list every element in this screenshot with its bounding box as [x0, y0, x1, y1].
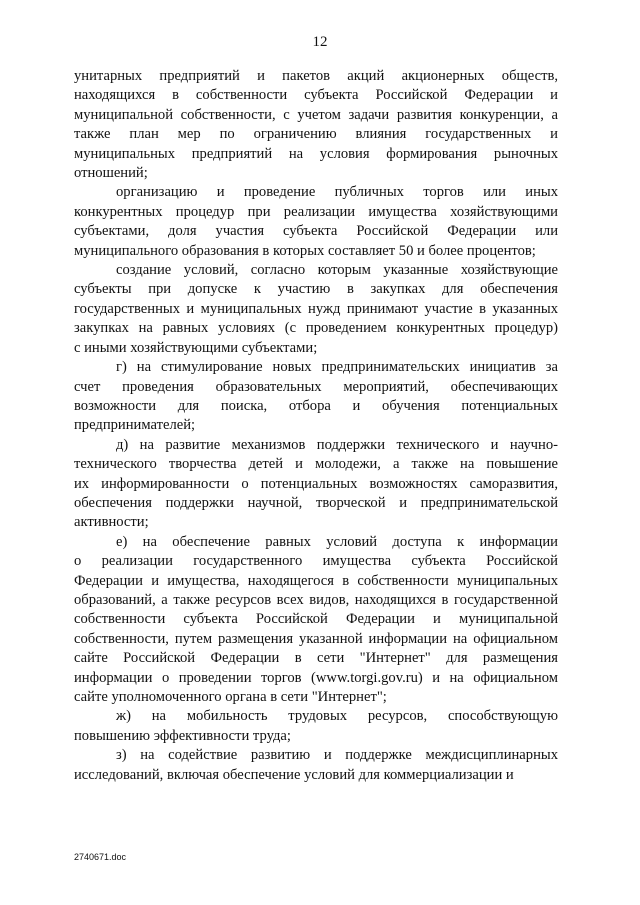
text-line: собственности субъекта Российской Федерации и муниципальной — [74, 611, 558, 628]
footer-doc-filename: 2740671.doc — [74, 852, 127, 862]
text-line: закупках на равных условиях (с проведением конкурентных процедур) — [74, 320, 558, 337]
document-body — [74, 67, 558, 785]
paragraph-p4 — [74, 358, 558, 436]
text-line: также план мер по ограничению влияния государственных и — [74, 126, 558, 143]
text-line: унитарных предприятий и пакетов акций акционерных обществ, — [74, 68, 558, 84]
text-line: Федерации и имущества, находящегося в собственности муниципальных — [74, 572, 558, 589]
text-line: ж) на мобильность трудовых ресурсов, способствующую — [116, 708, 558, 725]
text-line: е) на обеспечение равных условий доступа к информации — [116, 533, 558, 550]
text-line: сайте Российской Федерации в сети "Интернет" для размещения — [74, 650, 558, 667]
paragraph-p1 — [74, 67, 558, 183]
paragraph-p8 — [74, 746, 558, 785]
text-line: создание условий, согласно которым указанные хозяйствующие — [116, 262, 558, 279]
text-line: образований, а также ресурсов всех видов, находящихся в государственной — [74, 591, 558, 608]
text-line: предпринимателей; — [74, 417, 196, 434]
text-line: отношений; — [74, 165, 148, 182]
text-line: о реализации государственного имущества субъекта Российской — [74, 553, 558, 570]
page-number: 12 — [312, 34, 328, 50]
text-line: собственности, путем размещения указанной информации на официальном — [74, 630, 558, 647]
text-line: субъекты при допуске к участию в закупках для обеспечения — [74, 281, 558, 298]
text-line: муниципальных предприятий на условия формирования рыночных — [74, 145, 558, 162]
paragraph-p3 — [74, 261, 558, 358]
text-line: их информированности о потенциальных возможностях саморазвития, — [74, 475, 558, 492]
text-line: информации о проведении торгов (www.torgi.gov.ru) и на официальном — [74, 669, 558, 686]
text-line: г) на стимулирование новых предпринимательских инициатив за — [116, 359, 558, 376]
text-line: муниципальной собственности, с учетом задачи развития конкуренции, а — [74, 106, 558, 123]
text-line: сайте уполномоченного органа в сети "Интернет"; — [74, 689, 387, 705]
text-line: исследований, включая обеспечение условий для коммерциализации и — [74, 766, 514, 783]
text-line: государственных и муниципальных нужд принимают участие в указанных — [74, 300, 558, 317]
text-line: субъектами, доля участия субъекта Российской Федерации или — [74, 223, 558, 240]
text-line: организацию и проведение публичных торгов или иных — [116, 184, 558, 201]
paragraph-p7 — [74, 707, 558, 746]
text-line: активности; — [74, 514, 149, 531]
text-line: муниципального образования в которых составляет 50 и более процентов; — [74, 242, 536, 259]
text-line: обеспечения поддержки научной, творческой и предпринимательской — [74, 494, 558, 511]
text-line: технического творчества детей и молодежи, а также на повышение — [74, 456, 558, 473]
text-line: возможности для поиска, отбора и обучения потенциальных — [74, 397, 558, 414]
text-line: д) на развитие механизмов поддержки технического и научно- — [116, 436, 558, 453]
text-line: повышению эффективности труда; — [74, 727, 291, 744]
text-line: счет проведения образовательных мероприятий, обеспечивающих — [74, 378, 558, 395]
paragraph-p2 — [74, 183, 558, 261]
text-line: з) на содействие развитию и поддержке междисциплинарных — [116, 747, 558, 764]
paragraph-p6 — [74, 533, 558, 708]
text-line: находящихся в собственности субъекта Российской Федерации и — [74, 87, 558, 104]
text-line: конкурентных процедур при реализации имущества хозяйствующими — [74, 203, 558, 220]
text-line: с иными хозяйствующими субъектами; — [74, 339, 318, 356]
paragraph-p5 — [74, 436, 558, 533]
